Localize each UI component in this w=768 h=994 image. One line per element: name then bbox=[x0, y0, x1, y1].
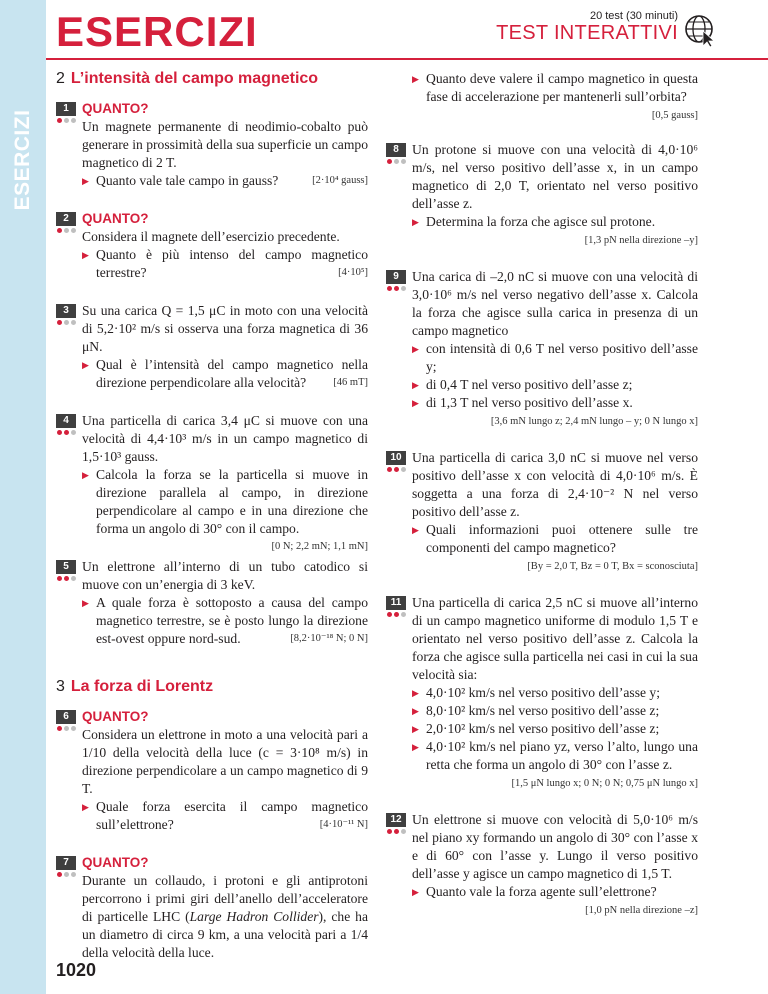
exercise-9 bbox=[386, 268, 698, 431]
exercise-answer: [8,2·10⁻¹⁸ N; 0 N] bbox=[290, 633, 368, 644]
exercise-11 bbox=[386, 594, 698, 793]
exercise-8 bbox=[386, 141, 698, 250]
exercise-answer: [46 mT] bbox=[333, 377, 368, 388]
difficulty-dots bbox=[57, 320, 79, 326]
exercise-number: 11 bbox=[386, 596, 406, 610]
quanto-tag: QUANTO? bbox=[82, 101, 149, 116]
exercise-7 bbox=[56, 854, 368, 962]
exercise-answer: [0,5 gauss] bbox=[651, 110, 698, 121]
sidebar-strip bbox=[0, 0, 46, 994]
exercise-text: Una particella di carica 3,4 μC si muove con una velocità di 4,4·10³ m/s in un campo magnetico di 1,5·10³ gauss. bbox=[82, 413, 368, 464]
quanto-tag: QUANTO? bbox=[82, 211, 149, 226]
exercise-answer: [4·10⁻¹¹ N] bbox=[319, 819, 368, 830]
exercise-number: 7 bbox=[56, 856, 76, 870]
exercise-2 bbox=[56, 210, 368, 282]
difficulty-dots bbox=[57, 118, 79, 124]
sidebar-label: ESERCIZI bbox=[11, 109, 34, 211]
exercise-number: 12 bbox=[386, 813, 406, 827]
exercise-number: 9 bbox=[386, 270, 406, 284]
exercise-question: ▶ 4,0·10² km/s nel verso positivo dell’asse y; bbox=[412, 684, 698, 702]
test-count-label: 20 test (30 minuti) bbox=[589, 10, 678, 22]
exercise-answer: [2·10⁴ gauss] bbox=[312, 175, 368, 186]
difficulty-dots bbox=[387, 286, 409, 292]
exercise-text: Un protone si muove con una velocità di 4,0·10⁶ m/s, nel verso positivo dell’asse x, in un campo magnetico di 2,0 T, orientato nel verso positivo dell’asse z. bbox=[412, 142, 698, 211]
exercise-text: Una particella di carica 3,0 nC si muove nel verso positivo dell’asse x con velocità di 4,0·10⁶ m/s. È soggetta a una forza di 2,4·10⁻² N nel verso positivo dell’asse z. bbox=[412, 450, 698, 519]
exercise-text: Considera il magnete dell’esercizio precedente. bbox=[82, 229, 340, 244]
exercise-question: ▶ di 0,4 T nel verso positivo dell’asse z; bbox=[412, 376, 698, 394]
exercise-7-continued bbox=[386, 70, 698, 125]
exercise-answer: [By = 2,0 T, Bz = 0 T, Bx = sconosciuta] bbox=[527, 561, 698, 572]
section-heading: 2 L’intensità del campo magnetico bbox=[56, 70, 319, 87]
difficulty-dots bbox=[387, 612, 409, 618]
interactive-tests-link[interactable]: TEST INTERATTIVI bbox=[496, 22, 678, 44]
exercise-question: ▶ di 1,3 T nel verso positivo dell’asse x. bbox=[412, 394, 698, 412]
exercise-answer: [1,3 pN nella direzione –y] bbox=[584, 235, 698, 246]
exercise-1 bbox=[56, 100, 368, 190]
exercise-number: 4 bbox=[56, 414, 76, 428]
exercise-text: Un magnete permanente di neodimio-cobalto può generare in prossimità della sua superficie un campo magnetico di 2 T. bbox=[82, 119, 368, 170]
exercise-5 bbox=[56, 558, 368, 648]
exercise-question: ▶ Calcola la forza se la particella si muove in direzione parallela al campo, in direzione perpendicolare al campo e in una direzione che forma un angolo di 30° con il campo. [0 N; 2,2 mN; 1,1 mN] bbox=[82, 466, 368, 538]
exercise-question: ▶ 2,0·10² km/s nel verso positivo dell’asse z; bbox=[412, 720, 698, 738]
exercise-answer: [1,0 pN nella direzione –z] bbox=[585, 905, 698, 916]
left-column bbox=[56, 70, 368, 976]
exercise-question: ▶ A quale forza è sottoposto a causa del campo magnetico terrestre, se è posto lungo la direzione est-ovest oppure nord-sud. [8,2·10⁻¹⁸ N; 0 N] bbox=[82, 594, 368, 648]
exercise-question: ▶ Quanto è più intenso del campo magnetico terrestre? [4·10⁵] bbox=[82, 246, 368, 282]
exercise-text: Durante un collaudo, i protoni e gli antiprotoni percorrono i primi giri dell’anello dell’acceleratore di particelle LHC (Large Hadron Collider), che ha un diametro di circa 9 km, a una velocità pari a 1/4 della velocità della luce. bbox=[82, 873, 368, 960]
exercise-12 bbox=[386, 811, 698, 920]
exercise-question: ▶ Quali informazioni puoi ottenere sulle tre componenti del campo magnetico? bbox=[412, 521, 698, 557]
page-number: 1020 bbox=[56, 960, 97, 980]
difficulty-dots bbox=[387, 159, 409, 165]
exercise-question: ▶ Qual è l’intensità del campo magnetico nella direzione perpendicolare alla velocità? [46 mT] bbox=[82, 356, 368, 392]
difficulty-dots bbox=[57, 872, 79, 878]
difficulty-dots bbox=[387, 829, 409, 835]
exercise-number: 10 bbox=[386, 451, 406, 465]
exercise-4 bbox=[56, 412, 368, 552]
difficulty-dots bbox=[57, 228, 79, 234]
section-heading: 3 La forza di Lorentz bbox=[56, 678, 214, 695]
difficulty-dots bbox=[57, 726, 79, 732]
exercise-question: ▶ Quanto deve valere il campo magnetico in questa fase di accelerazione per mantenerli sull’orbita? bbox=[412, 70, 698, 106]
section-brand-title: ESERCIZI bbox=[56, 8, 258, 55]
exercise-text: Su una carica Q = 1,5 μC in moto con una velocità di 5,2·10² m/s si osserva una forza magnetica di 36 μN. bbox=[82, 303, 368, 354]
globe-cursor-icon[interactable] bbox=[684, 14, 718, 48]
exercise-answer: [0 N; 2,2 mN; 1,1 mN] bbox=[271, 541, 368, 552]
exercise-answer: [1,5 μN lungo x; 0 N; 0 N; 0,75 μN lungo x] bbox=[511, 778, 698, 789]
quanto-tag: QUANTO? bbox=[82, 709, 149, 724]
difficulty-dots bbox=[57, 430, 79, 436]
exercise-10 bbox=[386, 449, 698, 576]
exercise-question: ▶ Quanto vale la forza agente sull’elettrone? bbox=[412, 883, 698, 901]
exercise-number: 3 bbox=[56, 304, 76, 318]
right-column bbox=[386, 70, 698, 934]
quanto-tag: QUANTO? bbox=[82, 855, 149, 870]
difficulty-dots bbox=[387, 467, 409, 473]
exercise-question: ▶ Quale forza esercita il campo magnetico sull’elettrone? [4·10⁻¹¹ N] bbox=[82, 798, 368, 834]
exercise-number: 8 bbox=[386, 143, 406, 157]
exercise-question: ▶ Determina la forza che agisce sul protone. bbox=[412, 213, 698, 231]
exercise-question: ▶ 4,0·10² km/s nel piano yz, verso l’alto, lungo una retta che forma un angolo di 30° con l’asse z. bbox=[412, 738, 698, 774]
exercise-text: Un elettrone si muove con velocità di 5,0·10⁶ m/s nel piano xy formando un angolo di 30° con l’asse x e di 60° con l’asse y. Lungo il verso positivo dell’asse y agisce un campo magnetico di 1,5 T. bbox=[412, 812, 698, 881]
exercise-3 bbox=[56, 302, 368, 392]
exercise-6 bbox=[56, 708, 368, 834]
exercise-number: 2 bbox=[56, 212, 76, 226]
exercise-number: 1 bbox=[56, 102, 76, 116]
exercise-text: Una carica di –2,0 nC si muove con una velocità di 3,0·10⁶ m/s nel verso negativo dell’asse x. Calcola la forza che agisce sulla carica in presenza di un campo magnetico bbox=[412, 269, 698, 338]
exercise-text: Considera un elettrone in moto a una velocità pari a 1/10 della velocità della luce (c = 3·10⁸ m/s) in direzione perpendicolare a un campo magnetico di 9 T. bbox=[82, 727, 368, 796]
exercise-text: Un elettrone all’interno di un tubo catodico si muove con un’energia di 3 keV. bbox=[82, 559, 368, 592]
exercise-question: ▶ con intensità di 0,6 T nel verso positivo dell’asse y; bbox=[412, 340, 698, 376]
exercise-text: Una particella di carica 2,5 nC si muove all’interno di un campo magnetico uniforme di modulo 1,5 T e orientato nel verso positivo dell’asse z. Calcola la forza che agisce sulla particella nei casi in cui la sua velocità sia: bbox=[412, 595, 698, 682]
exercise-answer: [4·10⁵] bbox=[338, 267, 368, 278]
exercise-number: 6 bbox=[56, 710, 76, 724]
exercise-question: ▶ Quanto vale tale campo in gauss? [2·10⁴ gauss] bbox=[82, 172, 368, 190]
exercise-question: ▶ 8,0·10² km/s nel verso positivo dell’asse z; bbox=[412, 702, 698, 720]
header-divider bbox=[46, 58, 768, 60]
difficulty-dots bbox=[57, 576, 79, 582]
exercise-answer: [3,6 mN lungo z; 2,4 mN lungo – y; 0 N lungo x] bbox=[490, 416, 698, 427]
exercise-number: 5 bbox=[56, 560, 76, 574]
